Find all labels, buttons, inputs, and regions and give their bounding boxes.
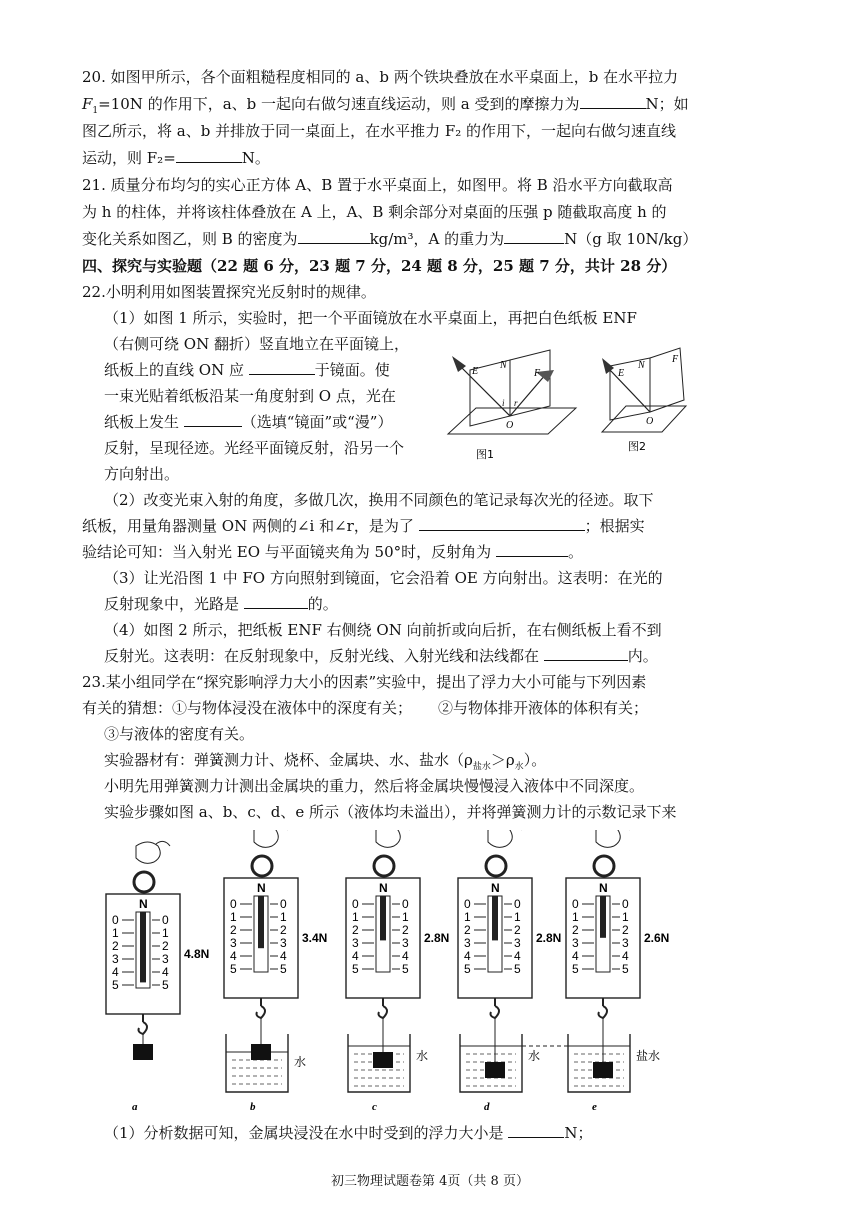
scale-tick-label: 4: [622, 949, 629, 963]
ring-icon: [252, 856, 272, 876]
reading-label: 4.8N: [184, 947, 210, 961]
scale-tick-label: 5: [514, 962, 521, 976]
q22-p1-line-1: （1）如图 1 所示，实验时，把一个平面镜放在水平桌面上，再把白色纸板 ENF: [104, 309, 637, 327]
q23-subquestion-1-text: （1）分析数据可知，金属块浸没在水中时受到的浮力大小是: [104, 1124, 504, 1142]
ring-icon: [486, 856, 506, 876]
q23-subquestion-1: [104, 1122, 592, 1144]
q22-p1-line-5: [104, 411, 392, 433]
q22-p1-line-5-text: 纸板上发生: [104, 413, 180, 431]
svg-text:E: E: [618, 368, 625, 379]
north-label: N: [139, 897, 148, 911]
metal-block: [485, 1062, 505, 1078]
metal-block: [251, 1044, 271, 1060]
scale-tick-label: 2: [514, 923, 521, 937]
answer-blank[interactable]: [419, 515, 585, 531]
scale-tick-label: 1: [352, 910, 359, 924]
q22-p2-line-3-end: 。: [567, 543, 583, 561]
metal-block: [133, 1044, 153, 1060]
svg-text:E: E: [472, 366, 479, 377]
scale-tick-label: 4: [162, 965, 169, 979]
q21-line-1: 21. 质量分布均匀的实心正方体 A、B 置于水平桌面上，如图甲。将 B 沿水平方向截取高: [82, 176, 673, 194]
q22-p2-line-2-text: 纸板，用量角器测量 ON 两侧的∠i 和∠r，是为了: [82, 517, 414, 535]
metal-block: [593, 1062, 613, 1078]
q23-hypothesis-3: ③与液体的密度有关。: [104, 725, 255, 743]
reading-label: 2.8N: [424, 931, 450, 945]
scale-tick-label: 2: [402, 923, 409, 937]
q22-p2-line-3-text: 验结论可知：当入射光 EO 与平面镜夹角为 50°时，反射角为: [82, 543, 492, 561]
svg-text:F: F: [534, 368, 541, 379]
scale-tick-label: 0: [514, 897, 521, 911]
scale-tick-label: 3: [572, 936, 579, 950]
scale-tick-label: 1: [622, 910, 629, 924]
q20-line-3: 图乙所示，将 a、b 并排放于同一桌面上，在水平推力 F₂ 的作用下，一起向右做匀速直线: [82, 122, 677, 140]
scale-tick-label: 3: [280, 936, 287, 950]
scale-tick-label: 1: [112, 926, 119, 940]
water-subscript: 水: [514, 762, 524, 772]
q22-p2-line-2: [82, 515, 645, 537]
liquid-label: 盐水: [636, 1049, 661, 1063]
scale-tick-label: 3: [622, 936, 629, 950]
reading-label: 2.6N: [644, 931, 670, 945]
mirror-figure-1: [444, 346, 584, 462]
mirror-figure-2: [600, 346, 700, 462]
scale-tick-label: 5: [622, 962, 629, 976]
spring-indicator: [258, 896, 264, 948]
q22-p3-line-2-text: 反射现象中，光路是: [104, 595, 240, 613]
north-label: N: [599, 881, 608, 895]
setup-label: a: [132, 1101, 138, 1113]
spring-balance-figure: [96, 830, 716, 1120]
scale-tick-label: 0: [622, 897, 629, 911]
liquid-label: 水: [528, 1049, 541, 1063]
scale-tick-label: 4: [112, 965, 119, 979]
answer-blank[interactable]: [176, 147, 242, 163]
q20-line-2-end: N；如: [645, 95, 689, 113]
q23-line-2: [82, 697, 648, 719]
answer-blank[interactable]: [580, 93, 646, 109]
scale-tick-label: 2: [280, 923, 287, 937]
q20-force-subscript: 1: [92, 106, 99, 116]
scale-tick-label: 2: [230, 923, 237, 937]
q22-p1-line-3-end: 于镜面。使: [314, 361, 390, 379]
setup-label: e: [592, 1101, 597, 1113]
page-footer: 初三物理试题卷第 4页（共 8 页）: [331, 1174, 529, 1189]
scale-tick-label: 5: [352, 962, 359, 976]
q22-p2-line-2-end: ；根据实: [584, 517, 645, 535]
salt-water-subscript: 盐水: [472, 762, 491, 772]
svg-text:N: N: [500, 360, 507, 371]
hook-icon: [491, 1006, 500, 1018]
hand-icon: [596, 830, 620, 847]
scale-tick-label: 1: [464, 910, 471, 924]
answer-blank[interactable]: [508, 1122, 564, 1138]
svg-text:r: r: [514, 398, 518, 408]
liquid-label: 水: [294, 1055, 307, 1069]
q22-p4-line-2: [104, 645, 658, 667]
q23-subquestion-1-end: N；: [564, 1124, 593, 1142]
scale-tick-label: 5: [572, 962, 579, 976]
q22-p1-line-7: 方向射出。: [104, 465, 180, 483]
q22-p3-line-2: [104, 593, 338, 615]
q23-equipment: [104, 749, 546, 778]
scale-tick-label: 4: [402, 949, 409, 963]
answer-blank[interactable]: [184, 411, 242, 427]
setup-label: c: [372, 1101, 377, 1113]
scale-tick-label: 3: [402, 936, 409, 950]
setup-label: b: [250, 1101, 256, 1113]
q22-p1-line-2: （右侧可绕 ON 翻折）竖直地立在平面镜上，: [104, 335, 409, 353]
section-heading: 四、探究与实验题（22 题 6 分，23 题 7 分，24 题 8 分，25 题 7 分，共计 28 分）: [82, 257, 677, 275]
hook-icon: [139, 1022, 148, 1034]
scale-tick-label: 4: [280, 949, 287, 963]
hand-icon: [488, 830, 512, 847]
q20-line-4-text: 运动，则 F₂=: [82, 149, 176, 167]
beaker: [226, 1034, 288, 1092]
scale-tick-label: 0: [402, 897, 409, 911]
spring-setup-c: [346, 830, 449, 1113]
scale-tick-label: 2: [162, 939, 169, 953]
scale-tick-label: 1: [402, 910, 409, 924]
ring-icon: [374, 856, 394, 876]
answer-blank[interactable]: [298, 228, 370, 244]
ring-icon: [134, 872, 154, 892]
scale-tick-label: 0: [464, 897, 471, 911]
ring-icon: [594, 856, 614, 876]
spring-indicator: [492, 896, 498, 940]
north-label: N: [257, 881, 266, 895]
answer-blank[interactable]: [244, 593, 308, 609]
scale-tick-label: 2: [112, 939, 119, 953]
scale-tick-label: 2: [622, 923, 629, 937]
scale-tick-label: 4: [230, 949, 237, 963]
spring-setup-b: [224, 830, 327, 1113]
scale-tick-label: 5: [402, 962, 409, 976]
spring-setup-e: [566, 830, 669, 1113]
q23-method: 小明先用弹簧测力计测出金属块的重力，然后将金属块慢慢浸入液体中不同深度。: [104, 777, 645, 795]
q23-line-1: 23.某小组同学在“探究影响浮力大小的因素”实验中，提出了浮力大小可能与下列因素: [82, 673, 647, 691]
hand-finger-icon: [156, 841, 170, 846]
spring-setup-d: [458, 830, 570, 1113]
q20-line-1: 20. 如图甲所示，各个面粗糙程度相同的 a、b 两个铁块叠放在水平桌面上，b 在水平拉力: [82, 68, 679, 86]
answer-blank[interactable]: [504, 228, 564, 244]
scale-tick-label: 3: [352, 936, 359, 950]
svg-text:F: F: [672, 354, 679, 365]
answer-blank[interactable]: [544, 645, 628, 661]
scale-tick-label: 0: [572, 897, 579, 911]
scale-tick-label: 0: [352, 897, 359, 911]
q22-p4-line-1: （4）如图 2 所示，把纸板 ENF 右侧绕 ON 向前折或向后折，在右侧纸板上看不到: [104, 621, 662, 639]
metal-block: [373, 1052, 393, 1068]
hook-icon: [257, 1006, 266, 1018]
reading-label: 3.4N: [302, 931, 328, 945]
hand-icon: [376, 830, 400, 847]
liquid-label: 水: [416, 1049, 429, 1063]
spring-setup-a: [106, 841, 209, 1113]
q21-line-3: [82, 228, 697, 250]
svg-text:O: O: [506, 420, 514, 431]
scale-tick-label: 1: [572, 910, 579, 924]
answer-blank[interactable]: [496, 541, 568, 557]
q20-line-2: [82, 93, 689, 122]
q23-hypothesis-1: 有关的猜想：①与物体浸没在液体中的深度有关；: [82, 699, 413, 717]
scale-tick-label: 1: [514, 910, 521, 924]
scale-tick-label: 0: [162, 913, 169, 927]
q22-p2-line-3: [82, 541, 583, 563]
q23-hypothesis-2: ②与物体排开液体的体积有关；: [438, 699, 649, 717]
north-label: N: [491, 881, 500, 895]
q23-equipment-text: 实验器材有：弹簧测力计、烧杯、金属块、水、盐水（ρ: [104, 751, 473, 769]
q20-line-4: [82, 147, 270, 169]
scale-tick-label: 4: [514, 949, 521, 963]
svg-text:i: i: [502, 398, 505, 408]
scale-tick-label: 2: [352, 923, 359, 937]
q23-steps: 实验步骤如图 a、b、c、d、e 所示（液体均未溢出），并将弹簧测力计的示数记录下来: [104, 803, 677, 821]
svg-text:O: O: [646, 416, 654, 427]
scale-tick-label: 0: [280, 897, 287, 911]
scale-tick-label: 1: [280, 910, 287, 924]
q21-line-3-mid: kg/m³，A 的重力为: [369, 230, 505, 248]
q23-equipment-rho: ＞ρ: [490, 751, 515, 769]
spring-indicator: [600, 896, 606, 938]
q21-line-3-end: N（g 取 10N/kg）: [564, 230, 698, 248]
scale-tick-label: 1: [162, 926, 169, 940]
q22-p1-line-3: [104, 359, 390, 381]
scale-tick-label: 1: [230, 910, 237, 924]
scale-tick-label: 0: [230, 897, 237, 911]
scale-tick-label: 4: [572, 949, 579, 963]
q22-p1-line-6: 反射，呈现径迹。光经平面镜反射，沿另一个: [104, 439, 405, 457]
scale-tick-label: 2: [572, 923, 579, 937]
scale-tick-label: 3: [464, 936, 471, 950]
reading-label: 2.8N: [536, 931, 562, 945]
north-label: N: [379, 881, 388, 895]
figure-1-caption: 图1: [476, 448, 494, 461]
scale-tick-label: 5: [112, 978, 119, 992]
scale-tick-label: 5: [162, 978, 169, 992]
scale-tick-label: 3: [162, 952, 169, 966]
scale-tick-label: 5: [230, 962, 237, 976]
q21-line-3-text: 变化关系如图乙，则 B 的密度为: [82, 230, 298, 248]
q22-p1-line-5-end: （选填“镜面”或“漫”）: [241, 413, 393, 431]
scale-tick-label: 4: [352, 949, 359, 963]
q20-force-symbol: F: [82, 95, 93, 113]
hook-icon: [379, 1006, 388, 1018]
hand-icon: [136, 842, 160, 863]
q22-p4-line-2-text: 反射光。这表明：在反射现象中，反射光线、入射光线和法线都在: [104, 647, 540, 665]
svg-text:N: N: [638, 360, 645, 371]
hook-icon: [599, 1006, 608, 1018]
spring-indicator: [380, 896, 386, 940]
scale-tick-label: 4: [464, 949, 471, 963]
scale-tick-label: 3: [112, 952, 119, 966]
q20-line-2-text: =10N 的作用下，a、b 一起向右做匀速直线运动，则 a 受到的摩擦力为: [98, 95, 580, 113]
answer-blank[interactable]: [249, 359, 315, 375]
scale-tick-label: 2: [464, 923, 471, 937]
q22-p2-line-1: （2）改变光束入射的角度，多做几次，换用不同颜色的笔记录每次光的径迹。取下: [104, 491, 654, 509]
q22-p1-line-3-text: 纸板上的直线 ON 应: [104, 361, 244, 379]
hand-icon: [254, 830, 278, 847]
q21-line-2: 为 h 的柱体，并将该柱体叠放在 A 上，A、B 剩余部分对桌面的压强 p 随截取高度 h 的: [82, 203, 667, 221]
q20-line-4-end: N。: [241, 149, 270, 167]
figure-2-caption: 图2: [628, 440, 646, 453]
scale-tick-label: 5: [464, 962, 471, 976]
q22-p1-line-4: 一束光贴着纸板沿某一角度射到 O 点，光在: [104, 387, 396, 405]
scale-tick-label: 3: [514, 936, 521, 950]
spring-indicator: [140, 912, 146, 982]
q22-p3-line-1: （3）让光沿图 1 中 FO 方向照射到镜面，它会沿着 OE 方向射出。这表明：在光的: [104, 569, 663, 587]
scale-tick-label: 3: [230, 936, 237, 950]
scale-tick-label: 5: [280, 962, 287, 976]
q22-p4-line-2-end: 内。: [627, 647, 658, 665]
q22-p3-line-2-end: 的。: [307, 595, 338, 613]
q22-intro: 22.小明利用如图装置探究光反射时的规律。: [82, 283, 376, 301]
setup-label: d: [484, 1101, 490, 1113]
q23-equipment-end: ）。: [523, 751, 547, 769]
scale-tick-label: 0: [112, 913, 119, 927]
